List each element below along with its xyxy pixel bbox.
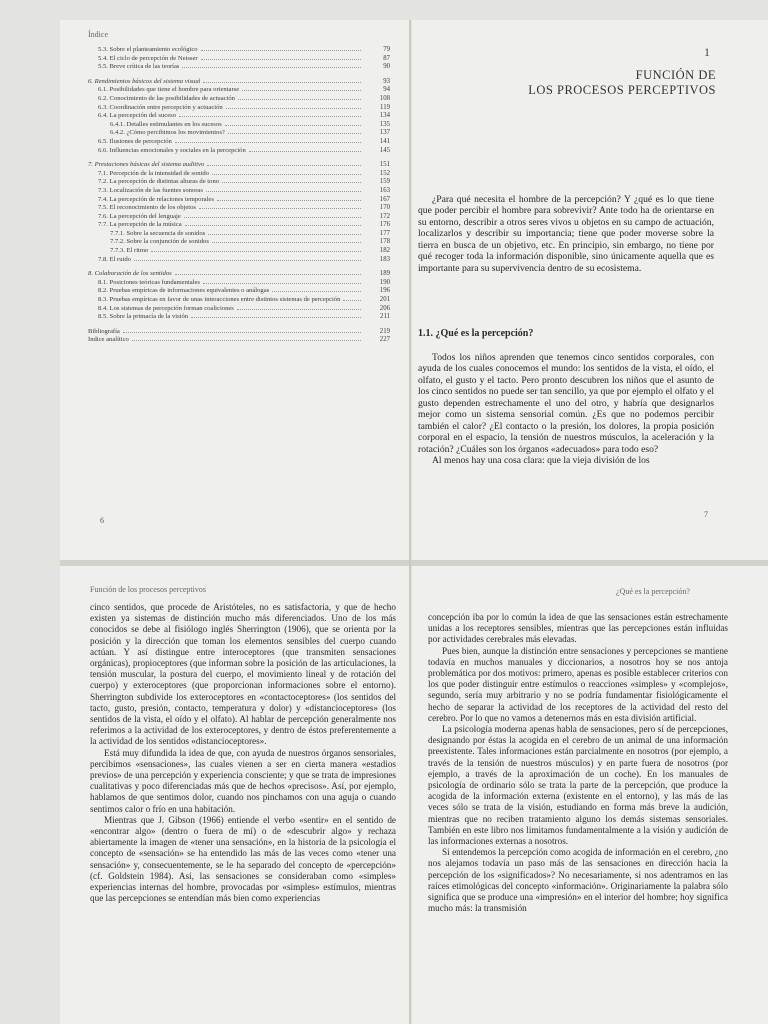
toc-entry-page: 93: [383, 77, 390, 85]
toc-entry-label: 7.7. La percepción de la música: [98, 221, 182, 229]
toc-entry-label: 6.1. Posibilidades que tiene el hombre para orientarse: [98, 86, 240, 94]
toc-entry: [88, 63, 390, 72]
toc-entry: [88, 112, 390, 121]
toc-entry-label: 7.2. La percepción de distintas alturas de tono: [98, 178, 220, 186]
toc-entry-page: 206: [379, 304, 390, 312]
toc-entry: [88, 305, 390, 314]
toc-entry-label: 7.7.3. El ritmo: [110, 247, 149, 255]
toc-leader-dots: [191, 317, 361, 318]
toc-leader-dots: [212, 174, 361, 175]
toc-entry-page: 152: [379, 169, 390, 177]
toc-entry-page: 108: [379, 94, 390, 102]
toc-entry: [88, 313, 390, 322]
toc-entry-label: 6.6. Influencias emocionales y sociales en la percepción: [98, 146, 246, 154]
section-body: [418, 352, 714, 467]
toc-entry-label: 6.5. Ilusiones de percepción: [98, 137, 172, 145]
toc-entry-label: Bibliografía: [88, 327, 120, 335]
toc-entry-label: 8.5. Sobre la primacía de la visión: [98, 313, 189, 321]
toc-entry: [88, 187, 390, 196]
toc-entry: [88, 328, 390, 337]
paragraph: La psicología moderna apenas habla de sensaciones, pero sí de percepciones, designando por éstas la acogida en el cerebro de un animal de una información preexistente. Tales informaciones están parcialmente en nosotros (por ejemplo, a través de la tensión de nuestros músculos) y en parte fuera de nosotros (por ejemplo, a través de la aproximación de un coche). En los manuales de psicología de ordinario sólo se trata la parte de la percepción, que produce la acogida de la información externa (existente en el entorno), y las más de las veces sólo se trata de la visión, estudiando en forma más breve la audición, mientras que no reciben tratamiento alguno los demás sistemas sensoriales. También en este libro nos limitamos fundamentalmente a la visión y audición de las informaciones externas a nosotros.: [428, 724, 728, 847]
toc-entry-label: 7. Prestaciones básicas del sistema auditivo: [88, 161, 205, 169]
toc-leader-dots: [123, 332, 361, 333]
toc-entry: [88, 86, 390, 95]
toc-entry-label: 7.6. La percepción del lenguaje: [98, 212, 181, 220]
toc-entry: [88, 196, 390, 205]
text-page-left: [60, 566, 410, 1024]
toc-leader-dots: [179, 116, 361, 117]
running-head: Función de los procesos perceptivos: [90, 585, 206, 594]
toc-entry: [88, 104, 390, 113]
toc-entry-page: 183: [379, 255, 390, 263]
paragraph: concepción iba por lo común la idea de que las sensaciones están estrechamente unidas a los receptores sensibles, mientras que las percepciones están influidas por actividades cerebrales más elevadas.: [428, 612, 728, 645]
toc-entry-label: 8.1. Posiciones teóricas fundamentales: [98, 278, 200, 286]
paragraph: Mientras que J. Gibson (1966) entiende el verbo «sentir» en el sentido de «encontrar algo» (dentro o fuera de mí) o de «descubrir algo» y rechaza abiertamente la imagen de «tener una sensación», en la historia de la psicología el concepto de «sensación» se ha entendido las más de las veces como «tener una sensación» y, consecuentemente, se le ha separado del concepto de «percepción» (cf. Goldstein 1984). Así, las sensaciones se consideraban como «simples» experiencias internas del hombre, provocadas por «simples» estímulos, mientras que las percepciones se entendían más bien como experiencias: [90, 814, 396, 904]
toc-entry-page: 196: [379, 287, 390, 295]
chapter-title-line: FUNCIÓN DE: [635, 68, 716, 82]
toc-entry-page: 79: [383, 46, 390, 53]
toc-entry: [88, 213, 390, 222]
toc-leader-dots: [206, 191, 361, 192]
toc-entry-page: 87: [383, 54, 390, 62]
toc-entry: [88, 270, 390, 279]
toc-entry-page: 170: [379, 204, 390, 212]
toc-leader-dots: [222, 182, 361, 183]
toc-entry-page: 134: [379, 112, 390, 120]
paragraph: Al menos hay una cosa clara: que la vieja división de los: [432, 455, 650, 467]
toc-entry: [88, 161, 390, 170]
toc-entry-label: 5.3. Sobre el planteamiento ecológico: [98, 46, 198, 53]
toc-entry-page: 172: [379, 212, 390, 220]
toc-entry-label: 7.1. Percepción de la intensidad de sonido: [98, 169, 209, 177]
toc-leader-dots: [272, 291, 361, 292]
toc-leader-dots: [203, 82, 361, 83]
paragraph: Si entendemos la percepción como acogida de información en el cerebro, ¿no nos alejamos todavía un paso más de las sensaciones en dirección hacia la percepción de los «significados»? No necesariamente, si nos adentramos en las raíces etimológicas del concepto «información». Originariamente la palabra sólo significa que se produce una «impresión» en el interior del hombre; hoy significa mucho más: la transmisión: [428, 847, 728, 914]
body-column: [428, 612, 728, 914]
toc-entry: [88, 78, 390, 87]
chapter-number: 1: [704, 45, 710, 59]
text-page-right: [412, 566, 768, 1024]
paragraph: Está muy difundida la idea de que, con ayuda de nuestros órganos sensoriales, percibimos «sensaciones», las cuales vienen a ser en cierta manera «estadios previos» de una percepción y experiencia consciente; y que se trata de impresiones cualitativas y poco diferenciadas más que de hechos «precisos». Así, por ejemplo, hablamos de que sentimos dolor, cuando nos pinchamos con una aguja o cuando sentimos calor o frío en una habitación.: [90, 747, 396, 814]
toc-entry: [88, 178, 390, 187]
section-heading: 1.1. ¿Qué es la percepción?: [418, 328, 534, 339]
toc-leader-dots: [201, 59, 361, 60]
toc-leader-dots: [226, 108, 361, 109]
running-head: Índice: [88, 30, 108, 39]
toc-entry-label: 6.4.2. ¿Cómo percibimos los movimientos?: [110, 129, 225, 137]
toc-entry-label: 6.4. La percepción del suceso: [98, 112, 176, 120]
toc-entry-page: 211: [380, 313, 390, 321]
toc-leader-dots: [182, 67, 361, 68]
toc-entry-label: 8. Colaboración de los sentidos: [88, 270, 172, 278]
toc-entry: [88, 247, 390, 256]
toc-entry: [88, 55, 390, 64]
toc-entry: [88, 279, 390, 288]
toc-entry: [88, 238, 390, 247]
paragraph: Pues bien, aunque la distinción entre sensaciones y percepciones se mantiene todavía en muchos manuales y diccionarios, a nosotros hoy se nos antoja problemática por dos motivos: primero, apenas es posible establecer criterios con los que poder distinguir entre estímulos o reacciones «simples» y «complejos», segundo, sería muy arbitrario y no se podría fundamentar fisiológicamente el hecho de separar la actividad de los receptores de la actividad del resto del cerebro. Por lo que no vamos a detenernos más en esta división artificial.: [428, 645, 728, 723]
table-of-contents: [88, 46, 390, 345]
toc-leader-dots: [175, 274, 361, 275]
toc-entry: [88, 336, 390, 345]
toc-leader-dots: [208, 234, 361, 235]
toc-entry-label: 5.5. Breve crítica de las teorías: [98, 63, 180, 71]
toc-page: [60, 20, 410, 560]
toc-entry-label: 6.2. Conocimiento de las posibilidades de actuación: [98, 94, 235, 102]
paragraph: ¿Para qué necesita el hombre de la percepción? Y ¿qué es lo que tiene que poder percibir el hombre para sobrevivir? Ante todo ha de orientarse en su entorno, describir a otros seres vivos u objetos en su campo de actuación, localizarlos y describir su importancia; tiene que poder moverse sobre la tierra en busca de un objetivo, etc. En principio, sin embargo, no tiene por qué recoger toda la información disponible, sino únicamente aquella que es importante para su supervivencia dentro de su ecosistema.: [418, 194, 714, 274]
toc-entry: [88, 296, 390, 305]
toc-leader-dots: [228, 133, 361, 134]
toc-entry-page: 176: [379, 221, 390, 229]
toc-entry: [88, 230, 390, 239]
toc-entry-page: 190: [379, 278, 390, 286]
toc-entry: [88, 147, 390, 156]
toc-entry: [88, 46, 390, 55]
toc-leader-dots: [225, 125, 361, 126]
toc-leader-dots: [212, 242, 361, 243]
toc-entry-label: 7.4. La percepción de relaciones temporales: [98, 195, 214, 203]
toc-entry-label: 7.5. El reconocimiento de los objetos: [98, 204, 196, 212]
toc-entry-page: 167: [379, 195, 390, 203]
toc-entry-page: 90: [383, 63, 390, 71]
toc-entry-label: Índice analítico: [88, 336, 129, 344]
toc-entry: [88, 221, 390, 230]
page-number: 7: [704, 510, 708, 519]
toc-entry-page: 227: [379, 336, 390, 344]
toc-leader-dots: [201, 50, 361, 51]
chapter-opening-page: [412, 20, 768, 560]
toc-entry: [88, 287, 390, 296]
toc-entry: [88, 95, 390, 104]
toc-leader-dots: [184, 217, 361, 218]
toc-entry-page: 135: [379, 120, 390, 128]
toc-entry-page: 119: [380, 103, 390, 111]
toc-leader-dots: [237, 309, 361, 310]
toc-entry-page: 178: [379, 238, 390, 246]
toc-leader-dots: [249, 151, 361, 152]
toc-entry-page: 159: [379, 178, 390, 186]
toc-leader-dots: [203, 283, 361, 284]
toc-entry-label: 5.4. El ciclo de percepción de Neisser: [98, 54, 198, 62]
toc-leader-dots: [242, 90, 361, 91]
toc-entry-label: 6.4.1. Detalles estimulantes en los sucesos: [110, 120, 222, 128]
toc-entry-page: 201: [379, 296, 390, 304]
paragraph: Todos los niños aprenden que tenemos cinco sentidos corporales, con ayuda de los cuales conocemos el mundo: los sentidos de la vista, el oído, el olfato, el gusto y el tacto. Pero pronto descubren los niños que el asunto de los cinco sentidos no puede ser tan sencillo, ya que por ejemplo el olfato y el gusto dependen estrechamente el uno del otro, y habría que designarlos mejor como un sistema sensorial común. ¿Es que no podemos percibir también el calor? ¿El contacto o la presión, los dolores, la propia posición corporal en el espacio, la tensión de nuestros músculos, la aceleración y la rotación? ¿Cuáles son los órganos «adecuados» para todo eso?: [418, 352, 714, 455]
toc-entry-page: 219: [379, 327, 390, 335]
toc-entry: [88, 256, 390, 265]
chapter-title-line: LOS PROCESOS PERCEPTIVOS: [528, 83, 716, 97]
toc-entry-page: 177: [379, 229, 390, 237]
toc-leader-dots: [134, 260, 361, 261]
toc-entry-page: 145: [379, 146, 390, 154]
toc-entry-label: 7.8. El ruido: [98, 255, 131, 263]
toc-leader-dots: [185, 225, 361, 226]
toc-entry: [88, 121, 390, 130]
toc-entry-page: 182: [379, 247, 390, 255]
toc-entry-page: 189: [379, 270, 390, 278]
toc-entry-page: 137: [379, 129, 390, 137]
paragraph: cinco sentidos, que procede de Aristóteles, no es satisfactoria, y que de hecho existen ya sistemas de distinción mucho más diferenciados. Uno de los más conocidos se debe al fisiólogo inglés Sherrington (1906), que se orienta por la posición y la dirección que toman los elementos sensibles del cuerpo cuando actúan. Y así distingue entre interoceptores (que transmiten sensaciones orgánicas), propioceptores (que informan sobre la posición de las articulaciones, la tensión muscular, la postura del cuerpo, el movimiento lineal y de rotación del cuerpo) y exteroceptores (que proporcionan informaciones sobre el entorno). Sherrington subdivide los exteroceptores en «contactoceptores» (los sentidos del tacto, gusto, presión, contacto, temperatura y dolor) y «distancioceptores» (los sentidos de la vista, el oído y el olfato). Al hablar de percepción generalmente nos referimos a la actividad de los exteroceptores, y dentro de éstos preferentemente a la actividad de los sentidos «distancioceptores».: [90, 602, 396, 747]
toc-entry-page: 163: [379, 186, 390, 194]
toc-leader-dots: [238, 99, 361, 100]
toc-entry-label: 8.2. Pruebas empíricas de informaciones equivalentes o análogas: [98, 287, 270, 295]
toc-leader-dots: [151, 251, 361, 252]
toc-entry-label: 7.7.2. Sobre la conjunción de sonidos: [110, 238, 209, 246]
toc-entry-page: 141: [379, 137, 390, 145]
body-column: [90, 602, 396, 904]
toc-entry-label: 7.7.1. Sobre la secuencia de sonidos: [110, 229, 206, 237]
toc-entry-label: 6. Rendimientos básicos del sistema visual: [88, 77, 201, 85]
running-head: ¿Qué es la percepción?: [616, 587, 690, 596]
toc-entry-page: 151: [379, 161, 390, 169]
chapter-intro: [418, 194, 714, 274]
toc-leader-dots: [199, 208, 361, 209]
toc-leader-dots: [175, 142, 361, 143]
toc-entry-label: 8.4. Los sistemas de percepción forman coaliciones: [98, 304, 234, 312]
toc-leader-dots: [217, 200, 361, 201]
toc-leader-dots: [207, 165, 361, 166]
toc-entry-label: 6.3. Coordinación entre percepción y actuación: [98, 103, 223, 111]
toc-entry: [88, 204, 390, 213]
toc-entry: [88, 170, 390, 179]
toc-entry-label: 7.3. Localización de las fuentes sonoras: [98, 186, 203, 194]
page-number: 6: [100, 516, 104, 525]
toc-leader-dots: [132, 340, 361, 341]
gutter: [409, 20, 411, 1024]
toc-entry: [88, 129, 390, 138]
toc-entry-label: 8.3. Pruebas empíricas en favor de unas interacciones entre distintos sistemas de percepción: [98, 296, 341, 304]
toc-entry-page: 94: [383, 86, 390, 94]
chapter-title: [456, 68, 716, 98]
toc-leader-dots: [343, 300, 361, 301]
toc-entry: [88, 138, 390, 147]
